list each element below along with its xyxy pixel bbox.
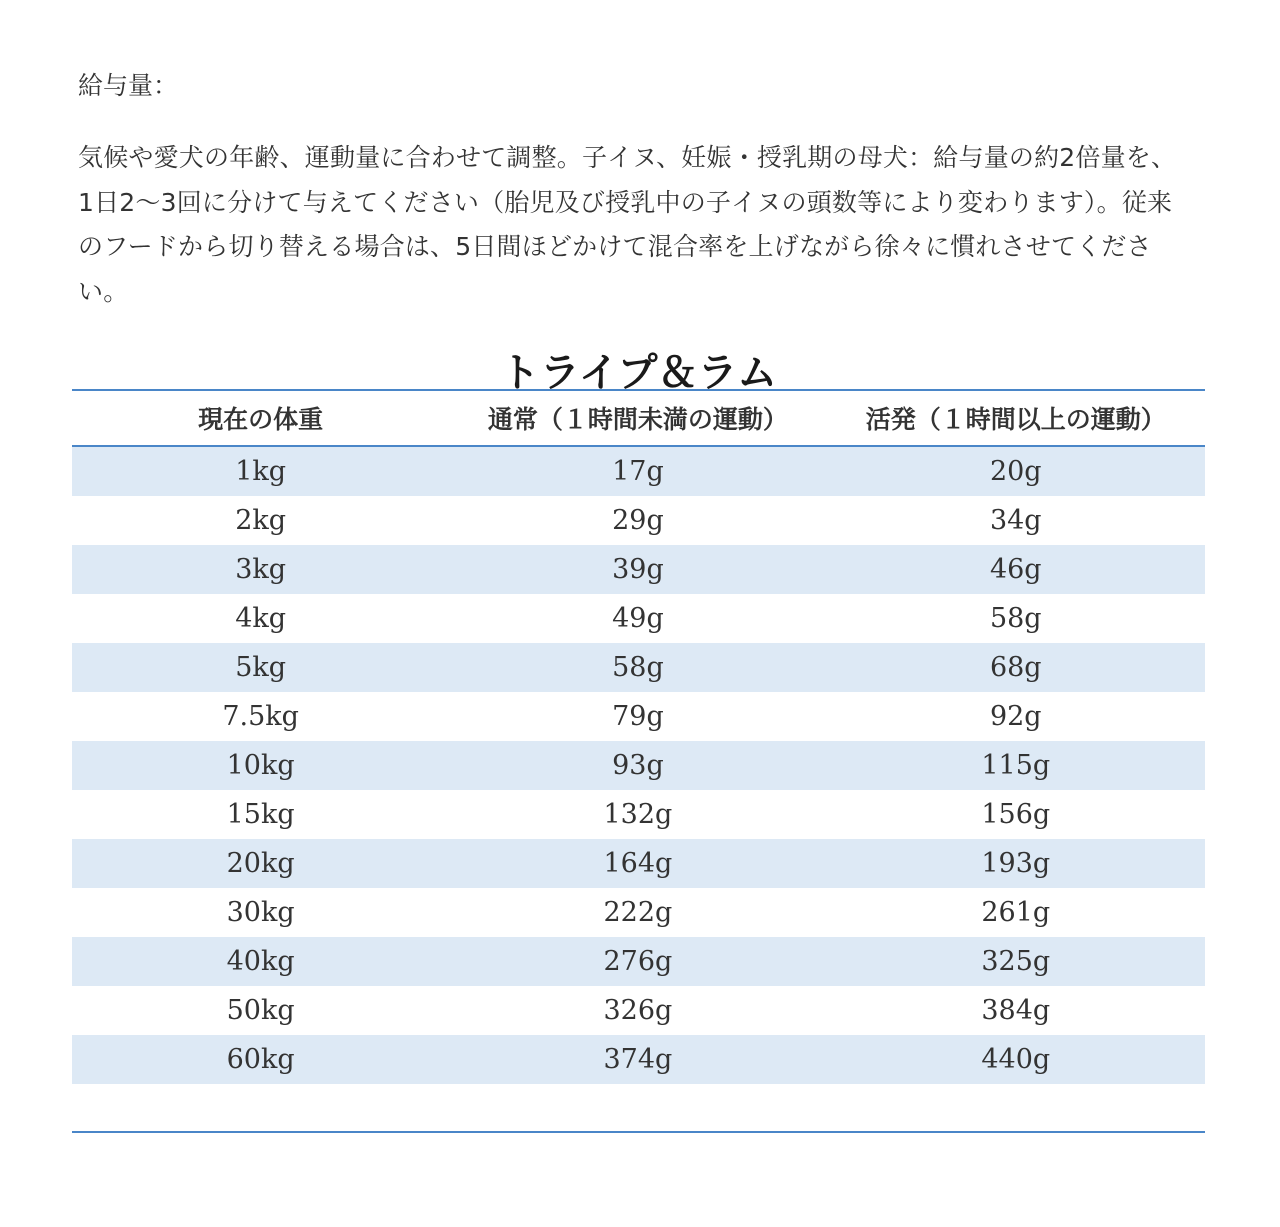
cell-weight: 1kg bbox=[235, 456, 287, 487]
cell-weight: 5kg bbox=[235, 652, 287, 683]
cell-normal-amount: 17g bbox=[612, 456, 664, 487]
table-title: トライプ＆ラム bbox=[499, 349, 778, 396]
table-header-row bbox=[72, 390, 1205, 446]
cell-active-amount: 440g bbox=[981, 1044, 1051, 1075]
table-body bbox=[72, 446, 1205, 1084]
table-row bbox=[72, 790, 1205, 839]
table-row bbox=[72, 545, 1205, 594]
feeding-description: 気候や愛犬の年齢、運動量に合わせて調整。子イヌ、妊娠・授乳期の母犬：給与量の約2倍量を、1日2〜3回に分けて与えてください（胎児及び授乳中の子イヌの頭数等により変わります）。従来のフードから切り替える場合は、5日間ほどかけて混合率を上げながら徐々に慣れさせてください。 bbox=[78, 143, 1177, 306]
cell-normal-amount: 276g bbox=[603, 946, 673, 977]
cell-normal-amount: 374g bbox=[603, 1044, 673, 1075]
cell-active-amount: 68g bbox=[989, 652, 1042, 683]
table-row bbox=[72, 594, 1205, 643]
feeding-guide-section bbox=[72, 0, 1205, 398]
cell-active-amount: 193g bbox=[981, 848, 1051, 879]
cell-active-amount: 58g bbox=[989, 603, 1042, 634]
cell-normal-amount: 132g bbox=[603, 799, 673, 830]
cell-normal-amount: 93g bbox=[612, 750, 664, 781]
cell-weight: 60kg bbox=[226, 1044, 295, 1075]
table-row bbox=[72, 496, 1205, 545]
cell-weight: 3kg bbox=[235, 554, 287, 585]
table-row bbox=[72, 888, 1205, 937]
header-active-exercise: 活発（１時間以上の運動） bbox=[865, 405, 1166, 434]
table-row bbox=[72, 643, 1205, 692]
cell-normal-amount: 79g bbox=[612, 701, 664, 732]
feeding-table-container bbox=[72, 389, 1205, 1084]
cell-weight: 7.5kg bbox=[222, 701, 299, 732]
cell-weight: 20kg bbox=[226, 848, 295, 879]
cell-normal-amount: 222g bbox=[603, 897, 673, 928]
cell-weight: 30kg bbox=[226, 897, 295, 928]
cell-normal-amount: 49g bbox=[612, 603, 664, 634]
table-row bbox=[72, 1035, 1205, 1084]
table-row bbox=[72, 692, 1205, 741]
table-row bbox=[72, 741, 1205, 790]
cell-weight: 50kg bbox=[226, 995, 295, 1026]
cell-active-amount: 34g bbox=[989, 505, 1042, 536]
cell-weight: 10kg bbox=[226, 750, 295, 781]
cell-active-amount: 92g bbox=[989, 701, 1042, 732]
cell-active-amount: 261g bbox=[981, 897, 1051, 928]
cell-normal-amount: 29g bbox=[612, 505, 664, 536]
header-normal-exercise: 通常（１時間未満の運動） bbox=[487, 405, 788, 434]
table-row bbox=[72, 937, 1205, 986]
cell-weight: 15kg bbox=[226, 799, 295, 830]
cell-weight: 40kg bbox=[226, 946, 295, 977]
feeding-table bbox=[72, 389, 1205, 1084]
cell-weight: 2kg bbox=[235, 505, 287, 536]
cell-active-amount: 115g bbox=[981, 750, 1051, 781]
header-weight: 現在の体重 bbox=[198, 405, 324, 434]
cell-active-amount: 46g bbox=[989, 554, 1042, 585]
cell-normal-amount: 164g bbox=[603, 848, 673, 879]
table-row bbox=[72, 839, 1205, 888]
cell-normal-amount: 39g bbox=[612, 554, 664, 585]
cell-active-amount: 156g bbox=[981, 799, 1051, 830]
table-row bbox=[72, 986, 1205, 1035]
cell-normal-amount: 326g bbox=[603, 995, 673, 1026]
table-row bbox=[72, 446, 1205, 496]
cell-normal-amount: 58g bbox=[612, 652, 664, 683]
cell-weight: 4kg bbox=[235, 603, 287, 634]
feeding-amount-heading: 給与量： bbox=[78, 71, 179, 100]
table-bottom-divider bbox=[72, 1131, 1205, 1133]
cell-active-amount: 325g bbox=[981, 946, 1051, 977]
cell-active-amount: 384g bbox=[981, 995, 1051, 1026]
table-header bbox=[72, 390, 1205, 446]
cell-active-amount: 20g bbox=[989, 456, 1042, 487]
